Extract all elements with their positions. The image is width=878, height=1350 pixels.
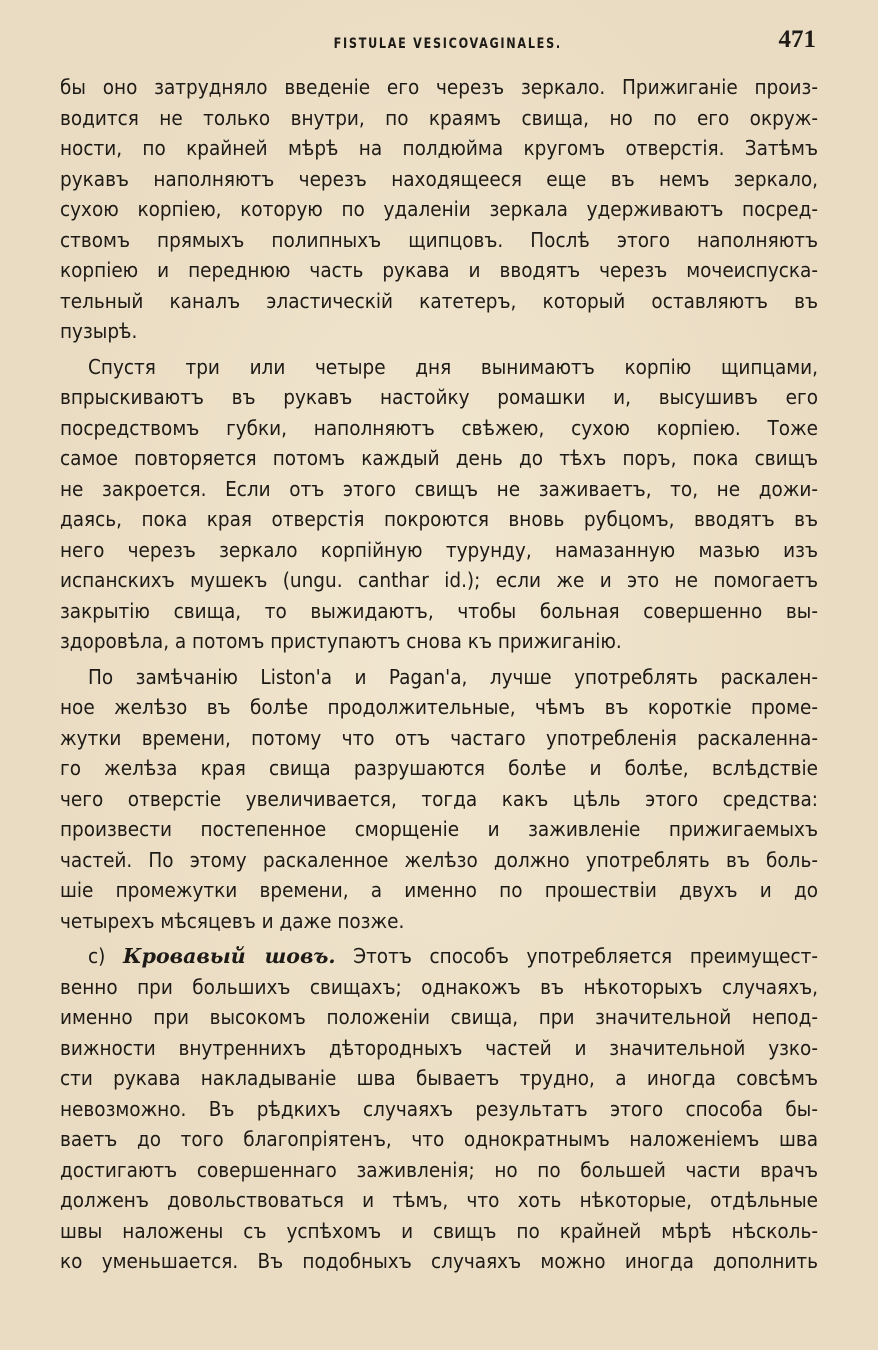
text-line: посредствомъ губки, наполняютъ свѣжею, сухою корпiею. Тоже bbox=[60, 415, 818, 440]
text-line: вижности внутреннихъ дѣтородныхъ частей и значительной узко- bbox=[60, 1035, 818, 1060]
text-line: жутки времени, потому что отъ частаго употребленiя раскаленна- bbox=[60, 725, 818, 750]
paragraph bbox=[60, 72, 818, 347]
text-line: венно при большихъ свищахъ; однакожъ въ нѣкоторыхъ случаяхъ, bbox=[60, 974, 818, 999]
paragraph bbox=[60, 941, 818, 1277]
text-line: даясь, пока края отверстiя покроются вновь рубцомъ, вводятъ въ bbox=[60, 507, 818, 531]
text-line: рукавъ наполняютъ черезъ находящееся еще въ немъ зеркало, bbox=[60, 166, 818, 191]
text-line: ваетъ до того благопрiятенъ, что однократнымъ наложенiемъ шва bbox=[60, 1127, 818, 1151]
text-line: четырехъ мѣсяцевъ и даже позже. bbox=[60, 908, 405, 933]
paragraph bbox=[60, 662, 818, 937]
section-heading: Кровавый шовъ. bbox=[123, 944, 336, 968]
text-line: ствомъ прямыхъ полипныхъ щипцовъ. Послѣ этого наполняютъ bbox=[60, 227, 818, 252]
text-line: швы наложены съ успѣхомъ и свищъ по крайней мѣрѣ нѣсколь- bbox=[60, 1218, 818, 1243]
text-line: испанскихъ мушекъ (ungu. canthar id.); если же и это не помогаетъ bbox=[60, 568, 818, 592]
text-line: закрытiю свища, то выжидаютъ, чтобы больная совершенно вы- bbox=[60, 598, 818, 623]
text-line: ности, по крайней мѣрѣ на полдюйма кругомъ отверстiя. Затѣмъ bbox=[60, 136, 818, 160]
text-line: именно при высокомъ положенiи свища, при значительной непод- bbox=[60, 1005, 818, 1029]
text-line: сухою корпiею, которую по удаленiи зеркала удерживаютъ посред- bbox=[60, 197, 818, 221]
text-line: впрыскиваютъ въ рукавъ настойку ромашки и, высушивъ его bbox=[60, 385, 818, 409]
section-first-line bbox=[60, 941, 818, 972]
text-line: пузырѣ. bbox=[60, 319, 138, 343]
text-line: водится не только внутри, по краямъ свища, но по его окруж- bbox=[60, 105, 818, 130]
page-header bbox=[60, 24, 820, 64]
section-label: c) bbox=[88, 944, 106, 968]
text-run: Этотъ способъ употребляется преимущест- bbox=[353, 944, 818, 968]
text-line: него черезъ зеркало корпiйную турунду, намазанную мазью изъ bbox=[60, 537, 818, 562]
paragraph bbox=[60, 352, 818, 657]
text-line: здоровѣла, а потомъ приступаютъ снова къ прижиганiю. bbox=[60, 629, 622, 653]
text-line: го желѣза края свища разрушаются болѣе и болѣе, вслѣдствiе bbox=[60, 756, 818, 780]
text-line: шiе промежутки времени, а именно по прошествiи двухъ и до bbox=[60, 878, 818, 902]
text-line: не закроется. Если отъ этого свищъ не заживаетъ, то, не дожи- bbox=[60, 476, 818, 501]
text-line: Спустя три или четыре дня вынимаютъ корпiю щипцами, bbox=[88, 354, 818, 379]
text-line: чего отверстiе увеличивается, тогда какъ цѣль этого средства: bbox=[60, 786, 818, 811]
text-line: достигаютъ совершеннаго заживленiя; но по большей части врачъ bbox=[60, 1157, 818, 1182]
text-line: тельный каналъ эластическiй катетеръ, который оставляютъ въ bbox=[60, 288, 818, 313]
text-line: По замѣчанiю Liston'a и Pagan'a, лучше употреблять раскален- bbox=[88, 664, 818, 689]
text-line: невозможно. Въ рѣдкихъ случаяхъ результатъ этого способа бы- bbox=[60, 1096, 818, 1121]
text-line: ное желѣзо въ болѣе продолжительные, чѣмъ въ короткiе проме- bbox=[60, 695, 818, 719]
text-line: произвести постепенное сморщенiе и заживленiе прижигаемыхъ bbox=[60, 817, 818, 841]
running-head: FISTULAE VESICOVAGINALES. bbox=[333, 36, 562, 52]
body-text bbox=[60, 72, 818, 1277]
text-line: корпiею и переднюю часть рукава и вводятъ черезъ мочеиспуска- bbox=[60, 258, 818, 282]
text-line: частей. По этому раскаленное желѣзо должно употреблять въ боль- bbox=[60, 847, 818, 872]
text-line: ко уменьшается. Въ подобныхъ случаяхъ можно иногда дополнить bbox=[60, 1249, 818, 1273]
text-line: самое повторяется потомъ каждый день до тѣхъ поръ, пока свищъ bbox=[60, 446, 818, 470]
text-line: долженъ довольствоваться и тѣмъ, что хоть нѣкоторые, отдѣльные bbox=[60, 1188, 818, 1212]
text-line: бы оно затрудняло введенiе его черезъ зеркало. Прижиганiе произ- bbox=[60, 75, 818, 99]
text-line: сти рукава накладыванiе шва бываетъ трудно, а иногда совсѣмъ bbox=[60, 1066, 818, 1090]
page-number: 471 bbox=[778, 26, 816, 53]
